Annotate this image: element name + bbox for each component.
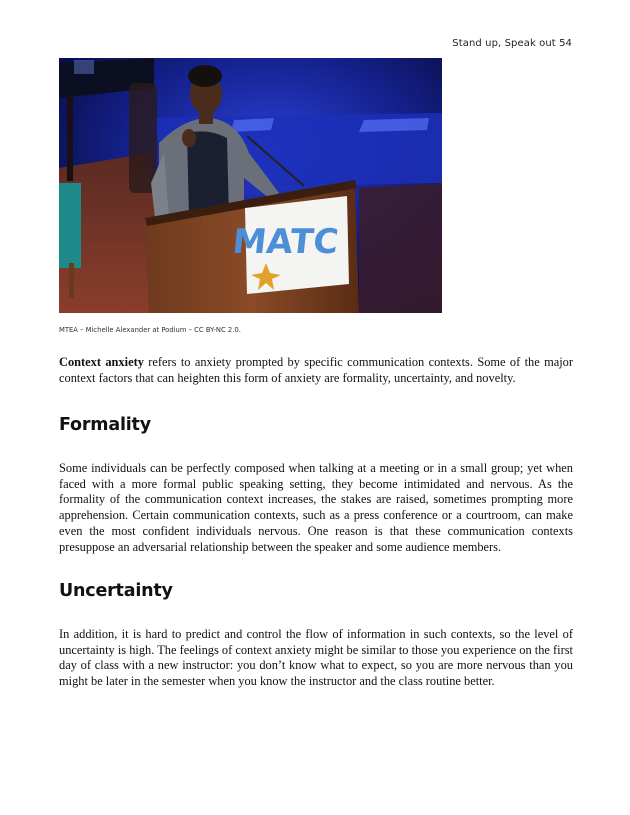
- intro-text: refers to anxiety prompted by specific communication contexts. Some of the major context factors that can heighten this form of anxiety are formality, uncertainty, and novelty.: [59, 355, 574, 385]
- heading-formality: Formality: [59, 415, 151, 435]
- formality-paragraph: Some individuals can be perfectly composed when talking at a meeting or in a small group; yet when faced with a more formal public speaking setting, they become intimidated and nervous. As the formality of the communication context increases, the stakes are raised, sometimes prompting more apprehension. Certain communication contexts, such as a press conference or a courtroom, can make even the most confident individuals nervous. One reason is that these communication contexts presuppose an adversarial relationship between the speaker and some audience members.: [59, 461, 573, 554]
- intro-paragraph: [59, 355, 573, 386]
- heading-uncertainty: Uncertainty: [59, 581, 173, 601]
- figure-caption: MTEA – Michelle Alexander at Podium – CC BY-NC 2.0.: [59, 326, 241, 334]
- uncertainty-paragraph: In addition, it is hard to predict and control the flow of information in such contexts, so the level of uncertainty is high. The feelings of context anxiety might be similar to those you experience on the first day of class with a new instructor: you don’t know what to expect, so you are more nervous than you might be later in the semester when you know the instructor and the class routine better.: [59, 627, 573, 689]
- intro-term: Context anxiety: [59, 355, 144, 369]
- podium-logo-text: MATC: [230, 222, 341, 262]
- running-head: Stand up, Speak out 54: [452, 38, 572, 49]
- speaker-photo: [59, 58, 442, 313]
